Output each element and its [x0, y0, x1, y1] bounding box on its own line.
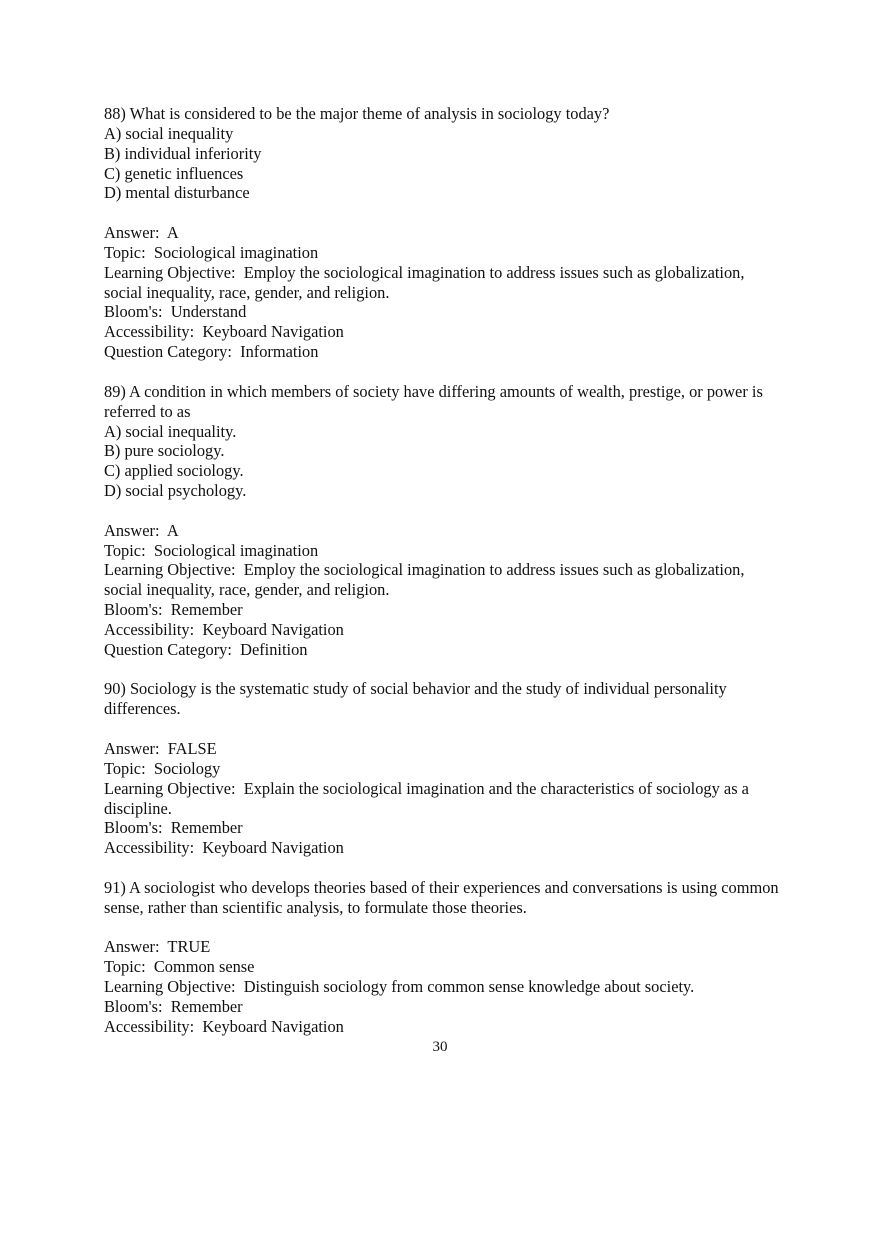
learning-objective: Learning Objective: Explain the sociological imagination and the characteristics of sociology as a discipline.	[104, 778, 754, 818]
answer: Answer: TRUE	[104, 937, 211, 957]
topic: Topic: Sociological imagination	[104, 540, 319, 560]
question-block-88	[104, 104, 784, 382]
learning-objective: Learning Objective: Distinguish sociology from common sense knowledge about society.	[104, 977, 695, 997]
option-c: C) applied sociology.	[104, 461, 244, 481]
option-d: D) social psychology.	[104, 481, 247, 501]
option-b: B) pure sociology.	[104, 441, 225, 461]
option-c: C) genetic influences	[104, 163, 244, 183]
accessibility: Accessibility: Keyboard Navigation	[104, 322, 344, 342]
question-text: 88) What is considered to be the major theme of analysis in sociology today?	[104, 104, 610, 123]
learning-objective: Learning Objective: Employ the sociological imagination to address issues such as globalization, social inequality, race, gender, and religion.	[104, 560, 749, 600]
blooms-level: Bloom's: Remember	[104, 818, 243, 838]
question-category: Question Category: Information	[104, 342, 319, 362]
topic: Topic: Sociology	[104, 758, 221, 778]
option-d: D) mental disturbance	[104, 183, 250, 203]
learning-objective: Learning Objective: Employ the sociological imagination to address issues such as globalization, social inequality, race, gender, and religion.	[104, 262, 749, 302]
answer: Answer: A	[104, 223, 179, 243]
topic: Topic: Sociological imagination	[104, 242, 319, 262]
answer: Answer: FALSE	[104, 739, 217, 758]
question-text: 89) A condition in which members of society have differing amounts of wealth, prestige, or power is referred to as	[104, 381, 767, 421]
question-category: Question Category: Definition	[104, 639, 308, 659]
question-block-89	[104, 382, 784, 680]
option-b: B) individual inferiority	[104, 143, 262, 163]
question-block-90	[104, 679, 784, 877]
accessibility: Accessibility: Keyboard Navigation	[104, 1016, 344, 1036]
page-number: 30	[432, 1039, 448, 1055]
accessibility: Accessibility: Keyboard Navigation	[104, 838, 344, 858]
topic: Topic: Common sense	[104, 957, 255, 977]
answer: Answer: A	[104, 520, 179, 540]
option-a: A) social inequality.	[104, 421, 237, 441]
question-text: 90) Sociology is the systematic study of social behavior and the study of individual personality differences.	[104, 679, 731, 719]
document-content	[104, 104, 784, 1037]
question-block-91	[104, 878, 784, 1037]
accessibility: Accessibility: Keyboard Navigation	[104, 619, 344, 639]
option-a: A) social inequality	[104, 123, 234, 143]
question-text: 91) A sociologist who develops theories based of their experiences and conversations is using common sense, rather than scientific analysis, to formulate those theories.	[104, 877, 783, 917]
blooms-level: Bloom's: Remember	[104, 600, 243, 620]
blooms-level: Bloom's: Understand	[104, 302, 247, 322]
blooms-level: Bloom's: Remember	[104, 996, 243, 1016]
